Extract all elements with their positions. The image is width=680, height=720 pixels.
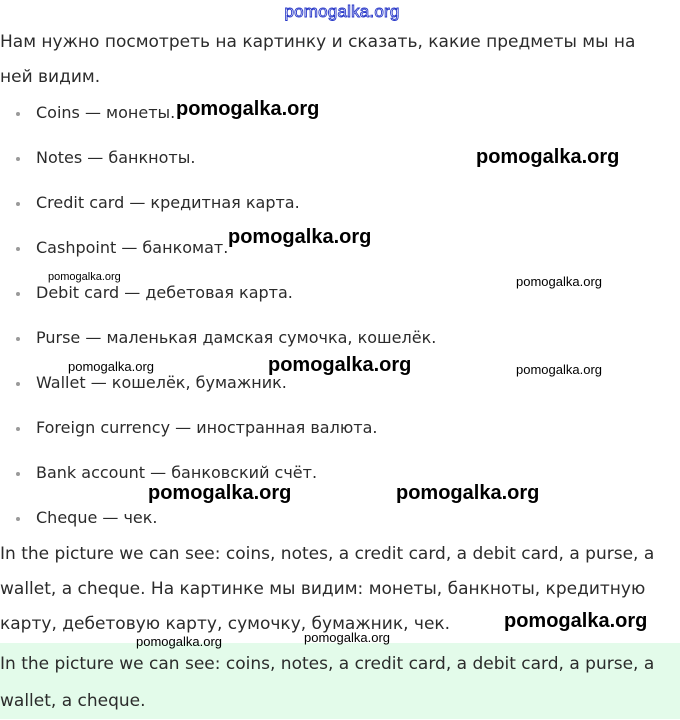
bullet-icon	[16, 157, 20, 161]
watermark: pomogalka.org	[396, 482, 540, 504]
list-item-text: Coins — монеты.	[36, 103, 176, 122]
list-item	[0, 506, 600, 530]
answer-text: In the picture we can see: coins, notes, a credit card, a debit card, a purse, a wallet, a cheque.	[0, 654, 655, 711]
list-item-text: Credit card — кредитная карта.	[36, 193, 300, 212]
bullet-icon	[16, 247, 20, 251]
bullet-icon	[16, 202, 20, 206]
intro-paragraph: Нам нужно посмотреть на картинку и сказать, какие предметы мы на ней видим.	[0, 32, 636, 87]
answer-highlight-box	[0, 643, 680, 719]
list-item-text: Wallet — кошелёк, бумажник.	[36, 373, 287, 392]
bullet-icon	[16, 517, 20, 521]
bullet-icon	[16, 112, 20, 116]
watermark: pomogalka.org	[228, 226, 372, 248]
watermark: pomogalka.org	[176, 98, 320, 120]
watermark: pomogalka.org	[304, 630, 390, 645]
list-item-text: Bank account — банковский счёт.	[36, 463, 318, 482]
watermark: pomogalka.org	[268, 354, 412, 376]
watermark: pomogalka.org	[476, 146, 620, 168]
bullet-icon	[16, 337, 20, 341]
list-item-text: Debit card — дебетовая карта.	[36, 283, 293, 302]
site-watermark-header: pomogalka.org	[284, 2, 400, 21]
summary-paragraph: In the picture we can see: coins, notes, a credit card, a debit card, a purse, a wallet, a cheque. На картинке мы видим: монеты, банкноты, кредитную карту, дебетовую карту, сумочку, бумажник, чек.	[0, 544, 655, 634]
list-item-text: Foreign currency — иностранная валюта.	[36, 418, 378, 437]
list-item-text: Cheque — чек.	[36, 508, 158, 527]
watermark: pomogalka.org	[68, 359, 154, 374]
watermark: pomogalka.org	[504, 610, 648, 632]
list-item	[0, 416, 600, 440]
watermark: pomogalka.org	[516, 362, 602, 377]
list-item	[0, 191, 600, 215]
list-item	[0, 326, 600, 350]
list-item-text: Notes — банкноты.	[36, 148, 196, 167]
watermark: pomogalka.org	[136, 634, 222, 649]
bullet-icon	[16, 427, 20, 431]
list-item-text: Cashpoint — банкомат.	[36, 238, 229, 257]
list-item-text: Purse — маленькая дамская сумочка, кошелёк.	[36, 328, 437, 347]
bullet-icon	[16, 292, 20, 296]
watermark: pomogalka.org	[516, 274, 602, 289]
list-item	[0, 281, 600, 305]
bullet-icon	[16, 472, 20, 476]
bullet-icon	[16, 382, 20, 386]
watermark: pomogalka.org	[48, 271, 121, 283]
watermark: pomogalka.org	[148, 482, 292, 504]
